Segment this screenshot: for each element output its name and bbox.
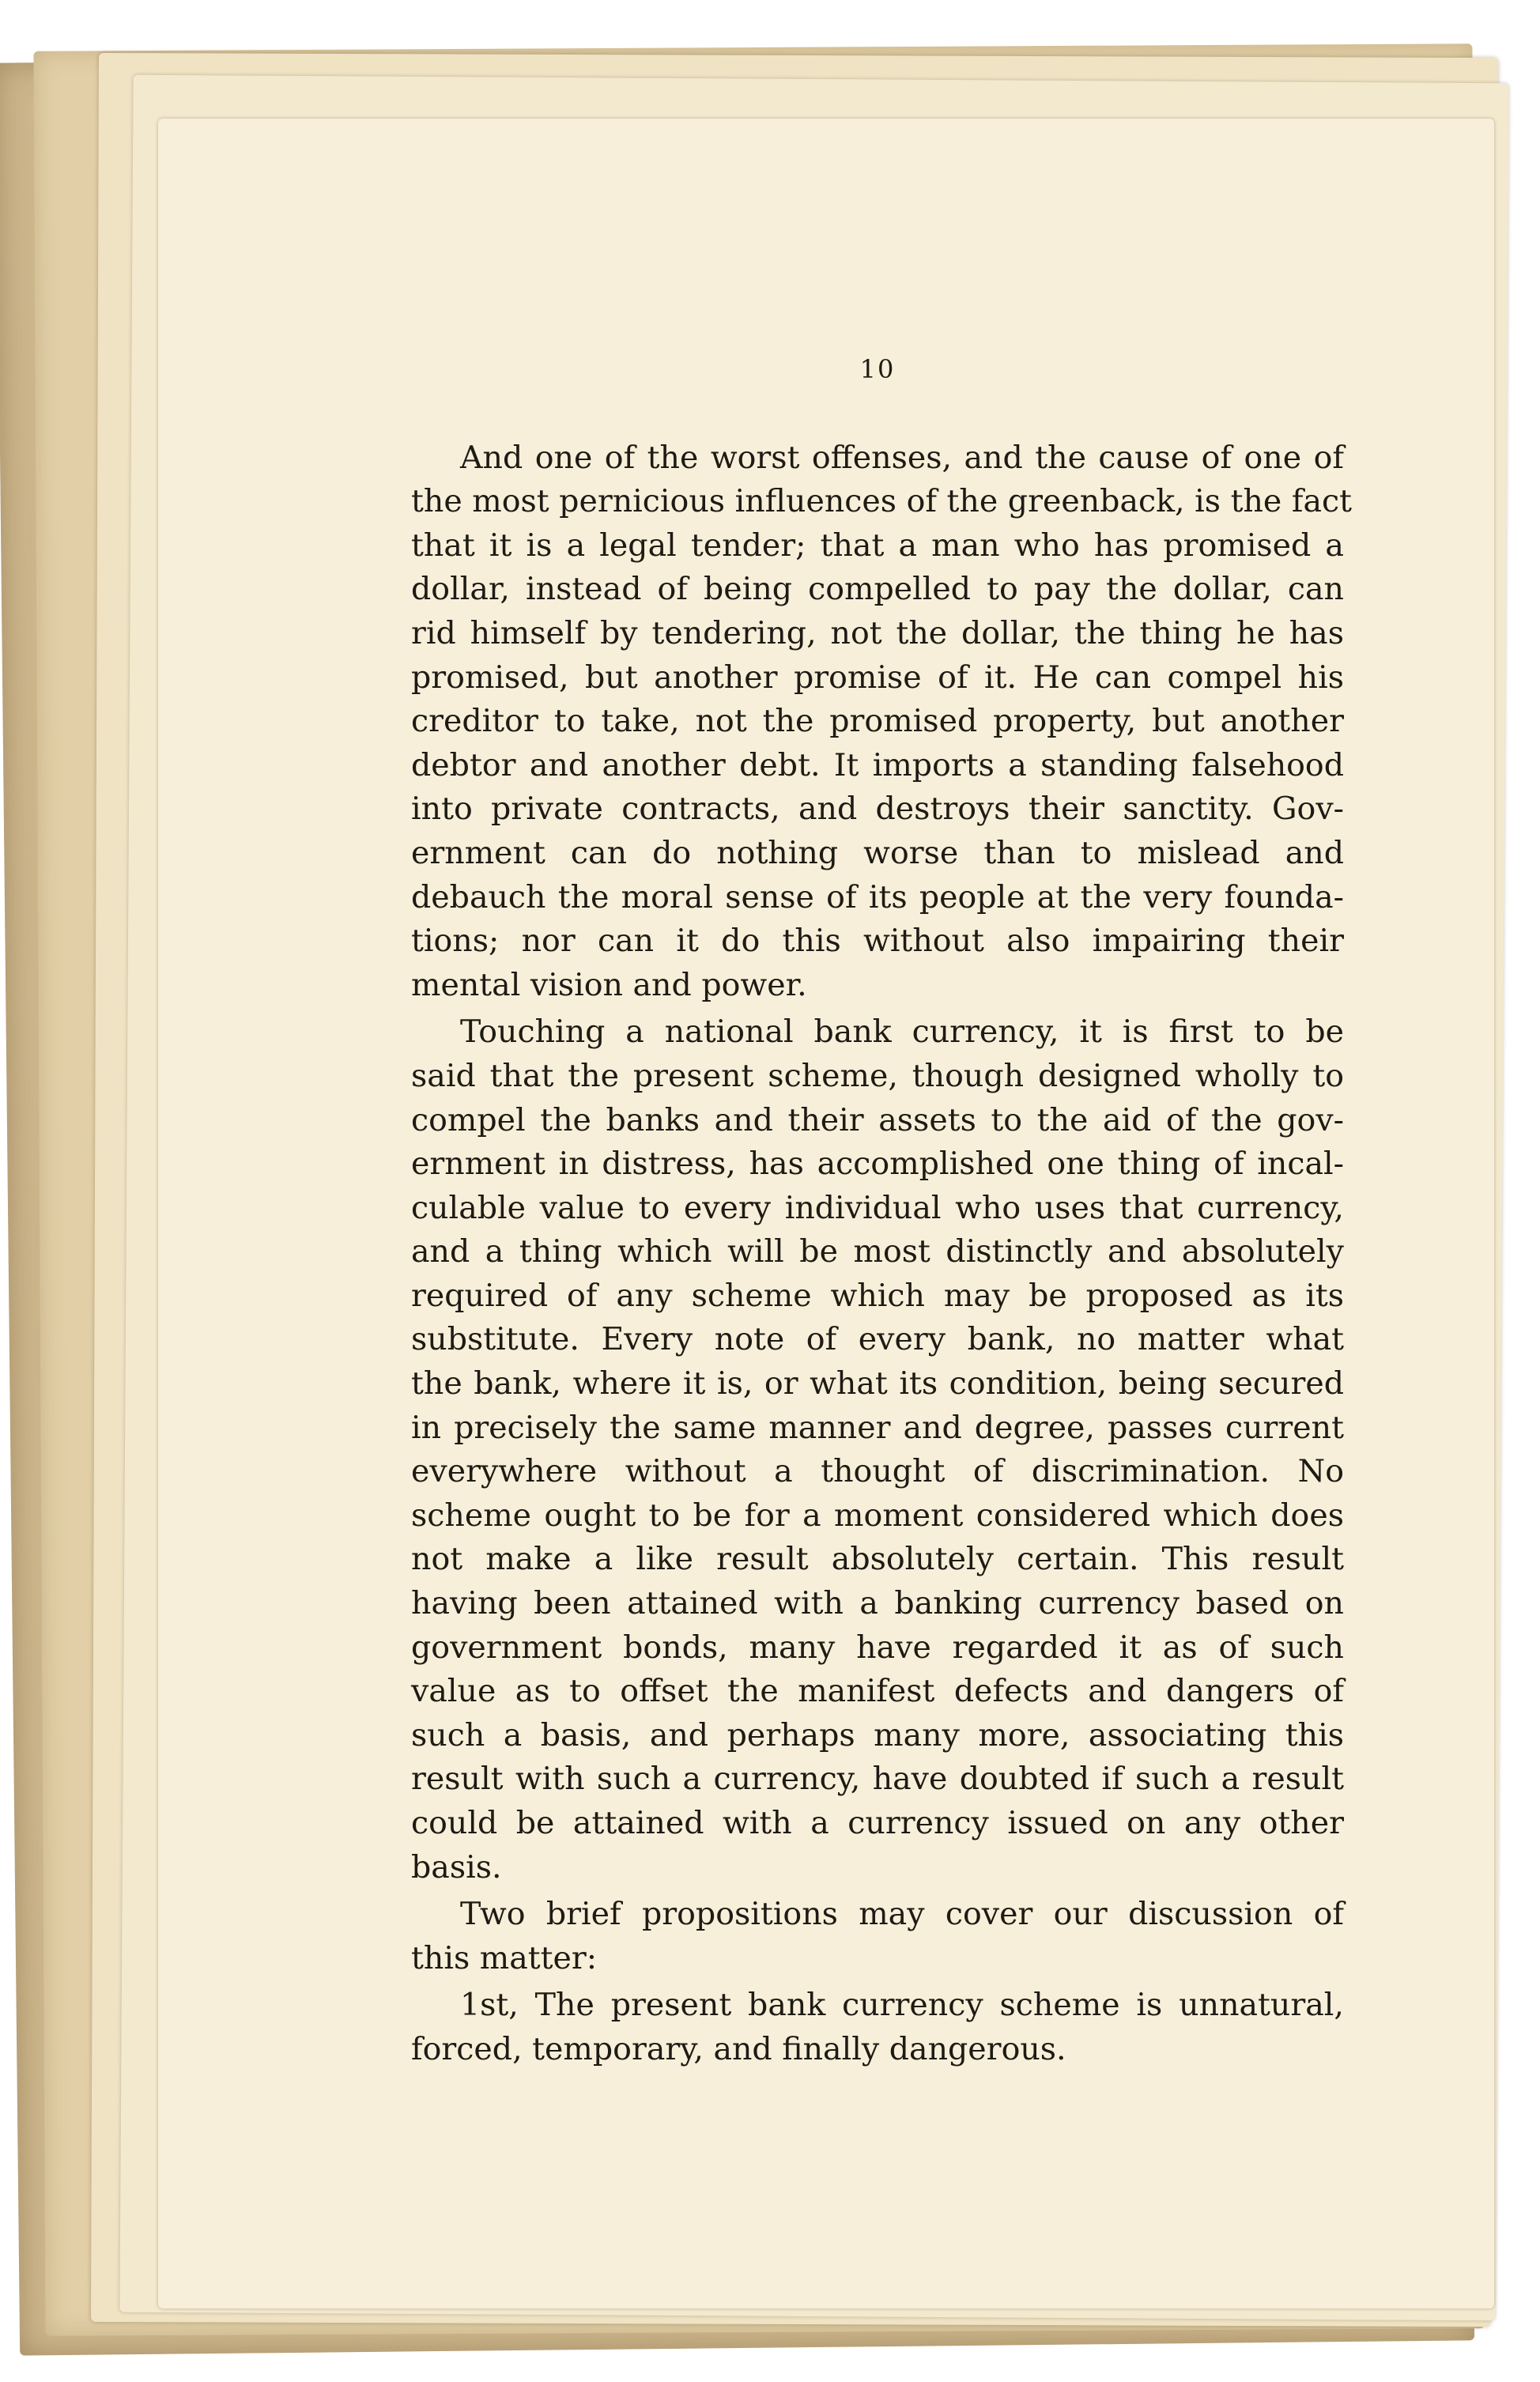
text-line: said that the present scheme, though designed wholly to xyxy=(411,1057,1344,1094)
text-line: not make a like result absolutely certain. This result xyxy=(411,1541,1344,1578)
text-line: substitute. Every note of every bank, no matter what xyxy=(411,1321,1344,1358)
paragraph xyxy=(411,1893,1344,1980)
text-line: Touching a national bank currency, it is first to be xyxy=(460,1014,1344,1051)
paragraph xyxy=(411,436,1353,1008)
text-line: having been attained with a banking currency based on xyxy=(411,1585,1344,1622)
text-line: Two brief propositions may cover our discussion of xyxy=(460,1896,1344,1933)
text-line: tions; nor can it do this without also impairing their xyxy=(411,923,1344,960)
text-line: the bank, where it is, or what its condition, being secured xyxy=(411,1365,1344,1402)
text-line: culable value to every individual who uses that currency, xyxy=(411,1189,1344,1226)
text-line: could be attained with a currency issued on any other xyxy=(411,1805,1344,1841)
paragraph xyxy=(411,1984,1344,2071)
text-line: value as to offset the manifest defects and dangers of xyxy=(411,1673,1344,1710)
text-line: ernment can do nothing worse than to mislead and xyxy=(411,834,1344,871)
text-line: in precisely the same manner and degree, passes current xyxy=(411,1409,1344,1446)
text-line: result with such a currency, have doubted if such a result xyxy=(411,1761,1344,1798)
text-line: ernment in distress, has accomplished one thing of incal- xyxy=(411,1146,1344,1183)
text-line: rid himself by tendering, not the dollar, the thing he has xyxy=(411,614,1344,651)
text-line: everywhere without a thought of discrimination. No xyxy=(411,1453,1344,1490)
text-line: that it is a legal tender; that a man who has promised a xyxy=(411,527,1344,564)
text-line: And one of the worst offenses, and the cause of one of xyxy=(460,439,1344,476)
paragraph xyxy=(411,1010,1344,1889)
text-line: and a thing which will be most distinctly and absolutely xyxy=(411,1233,1344,1270)
text-line: required of any scheme which may be proposed as its xyxy=(411,1277,1344,1314)
text-line: forced, temporary, and finally dangerous. xyxy=(411,2030,1066,2067)
text-line: creditor to take, not the promised property, but another xyxy=(411,703,1344,740)
text-line: this matter: xyxy=(411,1939,598,1976)
text-block xyxy=(411,348,1353,2075)
text-line: into private contracts, and destroys their sanctity. Gov- xyxy=(411,791,1344,828)
text-line: debtor and another debt. It imports a standing falsehood xyxy=(411,746,1344,783)
text-line: government bonds, many have regarded it as of such xyxy=(411,1629,1344,1666)
body-text xyxy=(411,436,1353,2072)
page-number: 10 xyxy=(859,354,896,384)
text-line: such a basis, and perhaps many more, associating this xyxy=(411,1716,1344,1753)
text-line: the most pernicious influences of the greenback, is the fact xyxy=(411,483,1353,520)
text-line: basis. xyxy=(411,1848,502,1886)
text-line: promised, but another promise of it. He can compel his xyxy=(411,659,1344,696)
text-line: compel the banks and their assets to the aid of the gov- xyxy=(411,1101,1344,1138)
text-line: debauch the moral sense of its people at the very founda- xyxy=(411,878,1344,915)
text-line: scheme ought to be for a moment considered which does xyxy=(411,1497,1344,1534)
text-line: 1st, The present bank currency scheme is unnatural, xyxy=(460,1987,1344,2024)
text-line: mental vision and power. xyxy=(411,966,807,1003)
text-line: dollar, instead of being compelled to pay the dollar, can xyxy=(411,571,1344,608)
